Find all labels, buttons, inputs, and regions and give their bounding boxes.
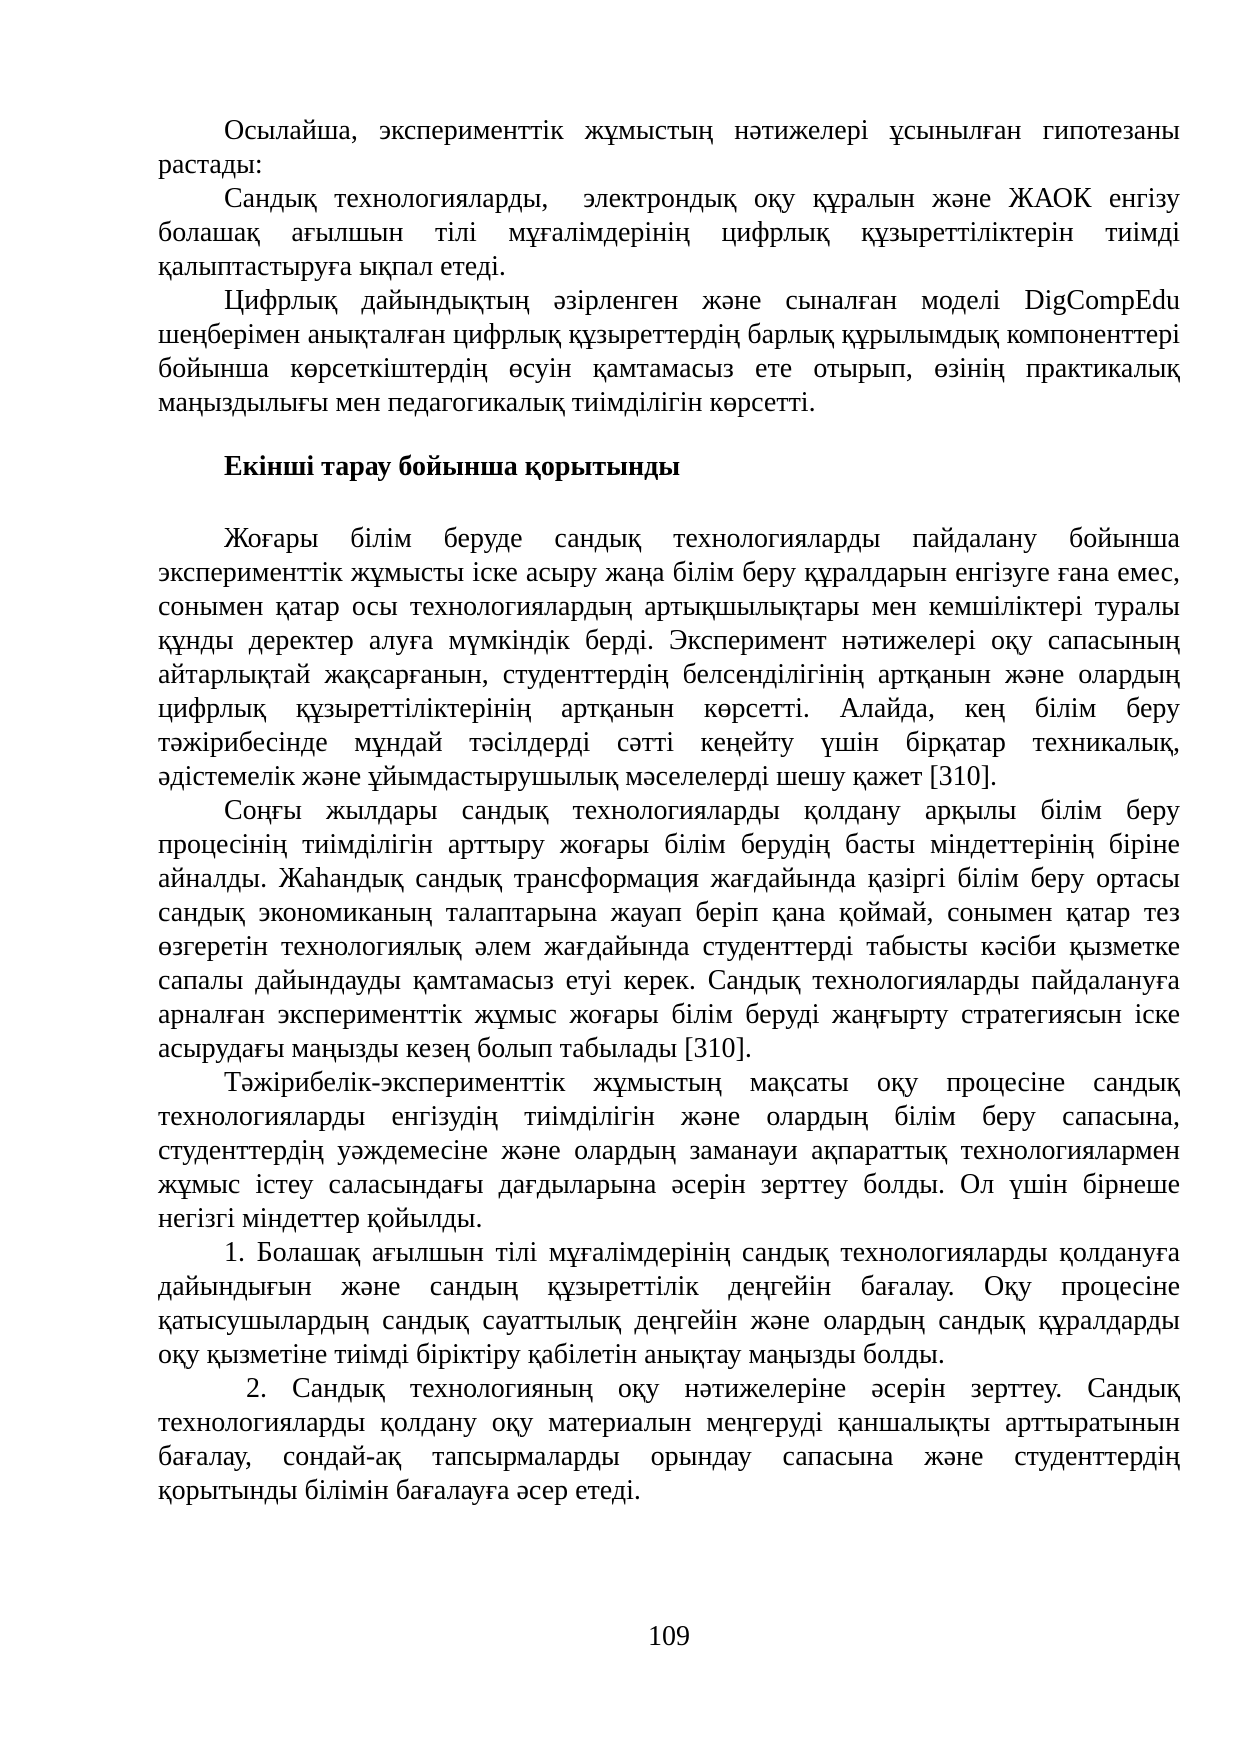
paragraph-task-2: 2. Сандық технологияның оқу нәтижелеріне әсерін зерттеу. Сандық технологияларды қолдану оқу материалын меңгеруді қаншалықты арттыратынын бағалау, сондай-ақ тапсырмаларды орындау сапасына және студенттердің қорытынды білімін бағалауға әсер етеді. (158, 1373, 1180, 1506)
page-number: 109 (648, 1621, 690, 1652)
paragraph-experiment-overview: Жоғары білім беруде сандық технологияларды пайдалану бойынша эксперименттік жұмысты іске асыру жаңа білім беру құралдарын енгізуге ғана емес, сонымен қатар осы технологиялардың артықшылықтары мен кемшіліктері туралы құнды деректер алуға мүмкіндік берді. Эксперимент нәтижелері оқу сапасының айтарлықтай жақсарғанын, студенттердің белсенділігінің артқанын және олардың цифрлық құзыреттіліктерінің артқанын көрсетті. Алайда, кең білім беру тәжірибесінде мұндай тәсілдерді сәтті кеңейту үшін бірқатар техникалық, әдістемелік және ұйымдастырушылық мәселелерді шешу қажет [310]. (158, 523, 1180, 792)
paragraph-digcompedu-model: Цифрлық дайындықтың әзірленген және сыналған моделі DigCompEdu шеңберімен анықталған цифрлық құзыреттердің барлық құрылымдық компоненттері бойынша көрсеткіштердің өсуін қамтамасыз ете отырып, өзінің практикалық маңыздылығы мен педагогикалық тиімділігін көрсетті. (158, 285, 1180, 418)
paragraph-hypothesis-statement: Сандық технологияларды, электрондық оқу құралын және ЖАОК енгізу болашақ ағылшын тілі мұғалімдерінің цифрлық құзыреттіліктерін тиімді қалыптастыруға ықпал етеді. (158, 183, 1180, 282)
paragraph-task-1: 1. Болашақ ағылшын тілі мұғалімдерінің сандық технологияларды қолдануға дайындығын және сандың құзыреттілік деңгейін бағалау. Оқу процесіне қатысушылардың сандық сауаттылық деңгейін және олардың сандық құралдарды оқу қызметіне тиімді біріктіру қабілетін анықтау маңызды болды. (158, 1237, 1180, 1370)
paragraph-experiment-goal: Тәжірибелік-эксперименттік жұмыстың мақсаты оқу процесіне сандық технологияларды енгізудің тиімділігін және олардың білім беру сапасына, студенттердің уәждемесіне және олардың заманауи ақпараттық технологиялармен жұмыс істеу саласындағы дағдыларына әсерін зерттеу болды. Ол үшін бірнеше негізгі міндеттер қойылды. (158, 1067, 1180, 1234)
paragraph-hypothesis-intro: Осылайша, эксперименттік жұмыстың нәтижелері ұсынылған гипотезаны растады: (158, 115, 1180, 180)
chapter-conclusion-heading: Екінші тарау бойынша қорытынды (224, 451, 681, 482)
page-body-text (158, 114, 1180, 1508)
paragraph-digital-transformation: Соңғы жылдары сандық технологияларды қолдану арқылы білім беру процесінің тиімділігін арттыру жоғары білім берудің басты міндеттерінің біріне айналды. Жаһандық сандық трансформация жағдайында қазіргі білім беру ортасы сандық экономиканың талаптарына жауап беріп қана қоймай, сонымен қатар тез өзгеретін технологиялық әлем жағдайында студенттерді табысты кәсіби қызметке сапалы дайындауды қамтамасыз етуі керек. Сандық технологияларды пайдалануға арналған эксперименттік жұмыс жоғары білім беруді жаңғырту стратегиясын іске асырудағы маңызды кезең болып табылады [310]. (158, 795, 1180, 1064)
